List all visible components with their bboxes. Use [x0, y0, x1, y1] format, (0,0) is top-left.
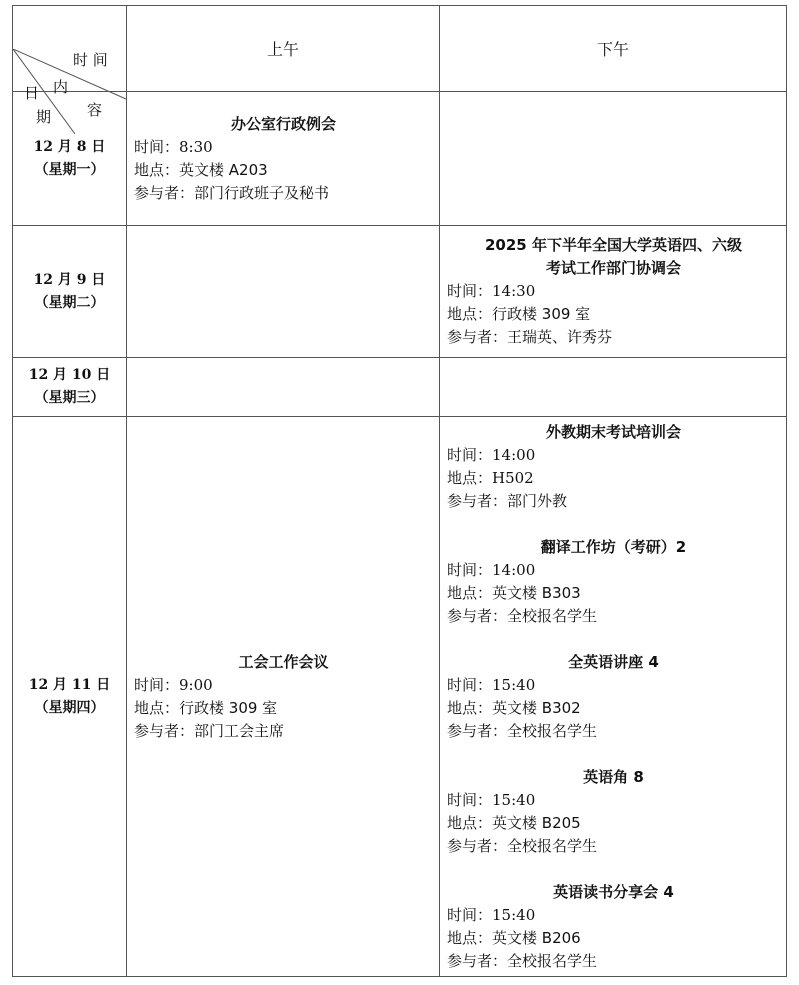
attendees-label: 参与者：	[447, 606, 508, 625]
morning-cell	[127, 358, 440, 417]
attendees-label: 参与者：	[134, 183, 195, 202]
event-title: 英语角 8	[583, 767, 644, 786]
event-time: 14:00	[492, 445, 536, 464]
schedule-table	[12, 5, 787, 977]
date-label: 12 月 9 日	[33, 271, 106, 288]
event-time: 14:00	[492, 560, 536, 579]
event-place: 英文楼 B205	[492, 813, 581, 832]
event-title: 工会工作会议	[238, 652, 329, 671]
morning-cell	[127, 226, 440, 358]
time-label: 时间：	[447, 905, 493, 924]
morning-cell	[127, 92, 440, 226]
diag-label-date2: 期	[36, 107, 52, 126]
event-title: 英语读书分享会 4	[553, 882, 674, 901]
attendees-label: 参与者：	[447, 491, 508, 510]
diagonal-header-cell	[13, 6, 127, 126]
event-time: 8:30	[179, 137, 213, 156]
place-label: 地点：	[447, 928, 493, 947]
afternoon-header: 下午	[440, 6, 787, 92]
header-row	[13, 6, 787, 92]
event-title: 外教期末考试培训会	[545, 422, 681, 441]
place-label: 地点：	[447, 468, 493, 487]
attendees-label: 参与者：	[134, 721, 195, 740]
event-time: 15:40	[492, 790, 536, 809]
attendees-label: 参与者：	[447, 951, 508, 970]
event-block	[447, 536, 780, 628]
place-label: 地点：	[447, 698, 493, 717]
event-attendees: 部门外教	[507, 491, 568, 510]
event-place: 英文楼 B302	[492, 698, 581, 717]
attendees-label: 参与者：	[447, 328, 508, 346]
time-label: 时间：	[447, 445, 493, 464]
event-place: 行政楼 309 室	[492, 305, 591, 323]
place-label: 地点：	[134, 698, 180, 717]
day-row-wed	[13, 358, 787, 417]
diag-label-content: 内	[53, 77, 69, 96]
event-attendees: 部门行政班子及秘书	[194, 183, 330, 202]
date-cell	[13, 358, 127, 417]
day-row-tue	[13, 226, 787, 358]
morning-cell	[127, 417, 440, 977]
event-time: 15:40	[492, 675, 536, 694]
event-place: 英文楼 B303	[492, 583, 581, 602]
event-block	[134, 113, 433, 205]
afternoon-cell	[440, 358, 787, 417]
event-title: 2025 年下半年全国大学英语四、六级	[485, 236, 742, 254]
afternoon-cell	[440, 226, 787, 358]
event-block	[447, 881, 780, 973]
afternoon-cell	[440, 92, 787, 226]
afternoon-cell	[440, 417, 787, 977]
event-block	[447, 234, 780, 349]
date-cell	[13, 417, 127, 977]
event-place: H502	[492, 468, 534, 487]
event-attendees: 全校报名学生	[507, 836, 598, 855]
time-label: 时间：	[134, 137, 180, 156]
date-label: 12 月 8 日	[33, 138, 106, 155]
event-title: 全英语讲座 4	[568, 652, 659, 671]
event-title: 办公室行政例会	[230, 114, 336, 133]
event-block	[447, 421, 780, 513]
attendees-label: 参与者：	[447, 721, 508, 740]
event-title-line2: 考试工作部门协调会	[545, 259, 681, 277]
time-label: 时间：	[447, 675, 493, 694]
weekday-label: （星期四）	[34, 699, 105, 716]
event-time: 9:00	[179, 675, 213, 694]
event-place: 行政楼 309 室	[179, 698, 278, 717]
weekday-label: （星期三）	[34, 390, 105, 406]
event-attendees: 全校报名学生	[507, 721, 598, 740]
event-attendees: 王瑞英、许秀芬	[507, 328, 613, 346]
event-block	[447, 651, 780, 743]
weekday-label: （星期二）	[34, 294, 105, 311]
time-label: 时间：	[134, 675, 180, 694]
morning-header: 上午	[127, 6, 440, 92]
diag-label-content2: 容	[87, 100, 103, 119]
event-place: 英文楼 A203	[179, 160, 268, 179]
weekday-label: （星期一）	[34, 161, 105, 178]
event-attendees: 全校报名学生	[507, 606, 598, 625]
place-label: 地点：	[447, 813, 493, 832]
place-label: 地点：	[134, 160, 180, 179]
day-row-thu	[13, 417, 787, 977]
day-row-mon	[13, 92, 787, 226]
event-block	[134, 651, 433, 743]
event-attendees: 部门工会主席	[194, 721, 285, 740]
place-label: 地点：	[447, 583, 493, 602]
event-block	[447, 766, 780, 858]
time-label: 时间：	[447, 790, 493, 809]
event-place: 英文楼 B206	[492, 928, 581, 947]
time-label: 时间：	[447, 282, 493, 300]
event-time: 15:40	[492, 905, 536, 924]
event-time: 14:30	[492, 282, 536, 300]
time-label: 时间：	[447, 560, 493, 579]
attendees-label: 参与者：	[447, 836, 508, 855]
event-attendees: 全校报名学生	[507, 951, 598, 970]
place-label: 地点：	[447, 305, 493, 323]
date-label: 12 月 11 日	[28, 676, 111, 693]
diag-label-date1: 日	[24, 83, 40, 102]
diag-label-time: 时 间	[73, 50, 108, 69]
event-title: 翻译工作坊（考研）2	[540, 537, 687, 556]
date-label: 12 月 10 日	[28, 367, 111, 383]
date-cell	[13, 226, 127, 358]
